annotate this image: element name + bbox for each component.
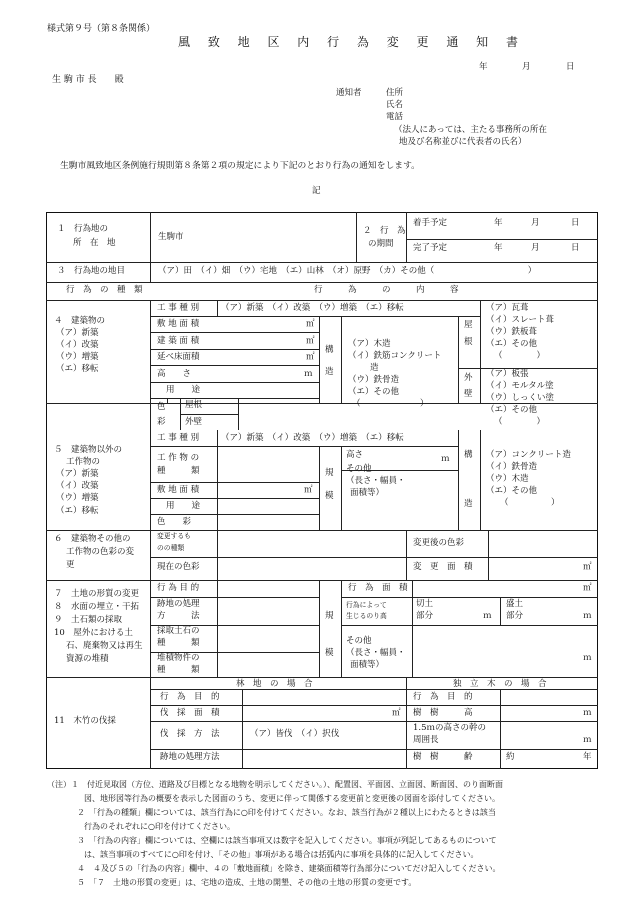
intro-text: 生駒市風致地区条例施行規則第８条第２項の規定により下記のとおり行為の通知をします。 bbox=[60, 161, 420, 171]
color-label-1: 色 bbox=[157, 402, 166, 412]
height-unit: ｍ bbox=[304, 369, 313, 379]
disposal-label-2: 方 法 bbox=[157, 611, 200, 621]
structure5-opt-a[interactable]: （ア）コンクリート造 bbox=[486, 450, 571, 460]
other-label-7-2: （長さ・幅員・ bbox=[346, 648, 406, 658]
land-change-label-8: ８ 水面の埋立・干拓 bbox=[54, 602, 140, 612]
structure-label-5-2: 造 bbox=[464, 499, 473, 509]
structure-kind-label-1: 工 作 物 の bbox=[157, 453, 200, 463]
end-planned-label: 完了予定 bbox=[413, 243, 448, 253]
corp-note-1: （法人にあっては、主たる事務所の所在 bbox=[394, 125, 547, 135]
form-number: 様式第９号（第８条関係） bbox=[47, 24, 156, 34]
land-change-label-9: ９ 土石類の採取 bbox=[54, 615, 123, 625]
note-1: （注）１ 付近見取図（方位、道路及び目標となる地物を明示してください。）、配置図、平面図、立面図、断面図、のり面断面 bbox=[47, 780, 503, 789]
structure-opt-a[interactable]: （ア）木造 bbox=[348, 339, 391, 349]
land-category-options[interactable]: （ア）田 （イ）畑 （ウ）宅地 （エ）山林 （オ）原野 （カ）その他（ ） bbox=[158, 266, 537, 276]
slope-label-2: 生じるのり高 bbox=[346, 612, 387, 620]
soil-kind-label-2: 種 類 bbox=[157, 638, 200, 648]
work-type-options[interactable]: （ア）新築 （イ）改築 （ウ）増築 （エ）移転 bbox=[221, 303, 404, 313]
address-label: 住所 bbox=[386, 88, 404, 98]
structure-label-5-1: 構 bbox=[464, 450, 473, 460]
height-unit-5: ｍ bbox=[441, 454, 450, 464]
structure-opt-c[interactable]: （ウ）鉄骨造 bbox=[348, 375, 400, 385]
building-label: ４ 建築物の bbox=[54, 316, 106, 326]
height-label-5: 高さ bbox=[346, 450, 364, 460]
fill-label-1: 盛土 bbox=[506, 599, 524, 609]
note-2: ２ 「行為の種類」欄については、該当行為に○印を付けてください。なお、該当行為が２種以上にわたるときは該当 bbox=[77, 808, 496, 817]
felling-method-label: 伐 採 方 法 bbox=[160, 729, 220, 739]
content-header: 行 為 の 内 容 bbox=[314, 285, 459, 295]
slope-label-1: 行為によって bbox=[346, 601, 387, 609]
structure5-opt-c[interactable]: （ウ）木造 bbox=[486, 474, 529, 484]
end-day: 日 bbox=[571, 243, 580, 253]
wall-opt-a[interactable]: （ア）板張 bbox=[486, 369, 529, 379]
building-area-unit: ㎡ bbox=[306, 336, 315, 346]
girth-label-1: 1.5ｍの高さの幹の bbox=[413, 723, 487, 733]
act-area-unit: ㎡ bbox=[583, 583, 592, 593]
note-5: ５ 「７ 土地の形質の変更」は、宅地の造成、土地の開墾、その他の土地の形質の変更です。 bbox=[77, 878, 417, 887]
note-3: ３ 「行為の内容」欄については、空欄には該当事項又は数字を記入してください。事項が列記してあるものについて bbox=[77, 836, 497, 845]
color-label-5: 色 彩 bbox=[157, 517, 192, 527]
tree-species-label-2: 樹 bbox=[413, 752, 422, 762]
structure-row-opt-d[interactable]: （エ）移転 bbox=[56, 506, 99, 516]
notifier-label: 通知者 bbox=[336, 88, 362, 98]
end-month: 月 bbox=[531, 243, 540, 253]
note-3-cont: は、該当事項のすべてに○印を付け、「その他」事項がある場合は括弧内に事項を具体的に記入してください。 bbox=[84, 850, 479, 859]
tree-species-label: 樹 bbox=[413, 708, 422, 718]
work-type-label: 工 事 種 別 bbox=[157, 303, 200, 313]
date-month: 月 bbox=[522, 62, 531, 72]
felling-area-label: 伐 採 面 積 bbox=[160, 708, 220, 718]
roof-label-2: 根 bbox=[464, 337, 473, 347]
cut-label-1: 切土 bbox=[416, 599, 434, 609]
color-change-label-3: 更 bbox=[66, 560, 75, 570]
roof-opt-d[interactable]: （エ）その他 bbox=[486, 339, 538, 349]
structure-opt-b[interactable]: （イ）鉄筋コンクリート bbox=[348, 351, 442, 361]
other-label-1: その他 bbox=[346, 464, 372, 474]
fill-unit: ｍ bbox=[583, 611, 592, 621]
tree-felling-label: 11 木竹の伐採 bbox=[54, 716, 116, 726]
start-year: 年 bbox=[494, 218, 503, 228]
wall-color-label: 外壁 bbox=[185, 417, 203, 427]
building-opt-c[interactable]: （ウ）増築 bbox=[56, 352, 99, 362]
site-area-unit: ㎡ bbox=[306, 319, 315, 329]
structure-row-label-2: 工作物の bbox=[66, 457, 101, 467]
change-target-label-2: のの種類 bbox=[157, 544, 185, 552]
other-label-7-1: その他 bbox=[346, 636, 372, 646]
document-title: 風 致 地 区 内 行 為 変 更 通 知 書 bbox=[178, 35, 525, 49]
period-label-1: ２ 行 為 bbox=[363, 226, 406, 236]
cut-label-2: 部分 bbox=[416, 611, 434, 621]
tree-case-header: 独 立 木 の 場 合 bbox=[453, 679, 547, 689]
start-month: 月 bbox=[531, 218, 540, 228]
other-label-2: （長さ・幅員・ bbox=[346, 476, 406, 486]
after-color-label: 変更後の色彩 bbox=[413, 538, 465, 548]
floor-area-unit: ㎡ bbox=[306, 352, 315, 362]
tree-age-unit: 年 bbox=[583, 752, 592, 762]
building-opt-b[interactable]: （イ）改築 bbox=[56, 340, 99, 350]
forest-case-header: 林 地 の 場 合 bbox=[236, 679, 313, 689]
site-area-label: 敷 地 面 積 bbox=[157, 319, 200, 329]
name-label: 氏名 bbox=[386, 100, 404, 110]
disposal-label-1: 跡地の処理 bbox=[157, 599, 200, 609]
land-change-label-10c: 資源の堆積 bbox=[66, 654, 109, 664]
phone-label: 電話 bbox=[386, 112, 404, 122]
location-city[interactable]: 生駒市 bbox=[158, 232, 184, 242]
color-change-label-2: 工作物の色彩の変 bbox=[66, 547, 135, 557]
location-label-2: 所 在 地 bbox=[73, 238, 116, 248]
wall-opt-c[interactable]: （ウ）しっくい塗 bbox=[486, 393, 555, 403]
use-label: 用 途 bbox=[166, 385, 201, 395]
tree-height-label: 樹 高 bbox=[430, 708, 473, 718]
structure-row-label-1: ５ 建築物以外の bbox=[54, 445, 123, 455]
site-area-unit-5: ㎡ bbox=[304, 485, 313, 495]
date-year: 年 bbox=[479, 62, 488, 72]
other-label-3: 面積等） bbox=[350, 488, 385, 498]
felling-method-options[interactable]: （ア）皆伐 （イ）択伐 bbox=[250, 729, 340, 739]
scale-label-1: 規 bbox=[325, 468, 334, 478]
note-4: ４ ４及び５の「行為の内容」欄中、４の「敷地面積」を除き、建築面積等行為部分についてだけ記入してください。 bbox=[77, 864, 501, 873]
land-change-label-10b: 石、廃棄物又は再生 bbox=[66, 641, 143, 651]
color-label-2: 彩 bbox=[157, 417, 166, 427]
structure-label-1: 構 bbox=[325, 345, 334, 355]
land-change-label-10: 10 屋外における土 bbox=[54, 628, 133, 638]
felling-area-unit: ㎡ bbox=[392, 708, 401, 718]
color-change-label-1: ６ 建築物その他の bbox=[54, 534, 131, 544]
wall-opt-d[interactable]: （エ）その他 bbox=[486, 405, 538, 415]
change-area-unit: ㎡ bbox=[583, 562, 592, 572]
wall-label-1: 外 bbox=[464, 373, 473, 383]
tree-age-about: 約 bbox=[506, 752, 515, 762]
forest-purpose-label: 行 為 目 的 bbox=[160, 692, 220, 702]
structure-kind-label-2: 種 類 bbox=[157, 466, 200, 476]
height-label: 高 さ bbox=[157, 369, 192, 379]
note-1-cont: 図、地形図等行為の概要を表示した図面のうち、変更に伴って関係する変更前と変更後の図面を添付してください。 bbox=[84, 794, 500, 803]
tree-height-unit: ｍ bbox=[583, 708, 592, 718]
work-type-options-5[interactable]: （ア）新築 （イ）改築 （ウ）増築 （エ）移転 bbox=[221, 433, 404, 443]
disposal-method-label: 跡地の処理方法 bbox=[160, 752, 220, 762]
date-day: 日 bbox=[566, 62, 575, 72]
building-area-label: 建 築 面 積 bbox=[157, 336, 200, 346]
tree-age-label: 樹 齢 bbox=[430, 752, 473, 762]
structure5-opt-b[interactable]: （イ）鉄骨造 bbox=[486, 462, 538, 472]
pile-kind-label-2: 種 類 bbox=[157, 665, 200, 675]
structure-row-opt-c[interactable]: （ウ）増築 bbox=[56, 493, 99, 503]
floor-area-label: 延べ床面積 bbox=[157, 352, 200, 362]
roof-label-1: 屋 bbox=[464, 320, 473, 330]
pile-kind-label-1: 堆積物件の bbox=[157, 653, 200, 663]
change-area-label: 変 更 面 積 bbox=[413, 562, 473, 572]
roof-opt-paren: （ ） bbox=[494, 351, 546, 361]
wall-opt-b[interactable]: （イ）モルタル塗 bbox=[486, 381, 554, 391]
start-day: 日 bbox=[571, 218, 580, 228]
structure-label-2: 造 bbox=[325, 367, 334, 377]
structure-opt-b-cont: 造 bbox=[370, 363, 379, 373]
note-2-cont: 行為のそれぞれに○印を付けてください。 bbox=[84, 822, 235, 831]
work-type-label-5: 工 事 種 別 bbox=[157, 433, 200, 443]
end-year: 年 bbox=[494, 243, 503, 253]
site-area-label-5: 敷 地 面 積 bbox=[157, 485, 200, 495]
structure-opt-paren: （ ） bbox=[352, 399, 429, 409]
roof-opt-c[interactable]: （ウ）鉄板葺 bbox=[486, 327, 538, 337]
start-planned-label: 着手予定 bbox=[413, 218, 448, 228]
scale-label-7-2: 模 bbox=[325, 648, 334, 658]
location-label-1: １ 行為地の bbox=[57, 224, 109, 234]
roof-opt-a[interactable]: （ア）瓦葺 bbox=[486, 303, 529, 313]
ki-label: 記 bbox=[312, 186, 321, 196]
soil-kind-label-1: 採取土石の bbox=[157, 626, 200, 636]
fill-label-2: 部分 bbox=[506, 611, 524, 621]
structure-opt-d[interactable]: （エ）その他 bbox=[348, 387, 400, 397]
building-opt-a[interactable]: （ア）新築 bbox=[56, 328, 99, 338]
structure-row-opt-b[interactable]: （イ）改築 bbox=[56, 481, 99, 491]
girth-label-2: 周囲長 bbox=[413, 735, 439, 745]
wall-label-2: 壁 bbox=[464, 389, 473, 399]
tree-purpose-label: 行 為 目 的 bbox=[413, 692, 473, 702]
act-area-label: 行 為 面 積 bbox=[348, 583, 408, 593]
current-color-label: 現在の色彩 bbox=[157, 562, 200, 572]
kind-header: 行 為 の 種 類 bbox=[66, 285, 143, 295]
land-category-label: ３ 行為地の地目 bbox=[57, 266, 126, 276]
structure5-opt-paren: （ ） bbox=[500, 498, 560, 508]
period-label-2: の期間 bbox=[368, 239, 394, 249]
corp-note-2: 地及び名称並びに代表者の氏名） bbox=[399, 137, 527, 147]
scale-label-2: 模 bbox=[325, 491, 334, 501]
use-label-5: 用 途 bbox=[166, 501, 201, 511]
scale-label-7-1: 規 bbox=[325, 611, 334, 621]
other-unit-7: ｍ bbox=[583, 653, 592, 663]
structure5-opt-d[interactable]: （エ）その他 bbox=[486, 486, 538, 496]
building-opt-d[interactable]: （エ）移転 bbox=[56, 364, 99, 374]
roof-opt-b[interactable]: （イ）スレート葺 bbox=[486, 315, 555, 325]
other-label-7-3: 面積等） bbox=[350, 660, 385, 670]
purpose-label-7: 行 為 目 的 bbox=[157, 583, 200, 593]
cut-unit: ｍ bbox=[483, 611, 492, 621]
land-change-label-7: ７ 土地の形質の変更 bbox=[54, 589, 140, 599]
girth-unit: ｍ bbox=[583, 735, 592, 745]
change-target-label-1: 変更するも bbox=[157, 532, 191, 540]
addressee: 生 駒 市 長 殿 bbox=[52, 75, 124, 85]
wall-opt-paren: （ ） bbox=[494, 417, 546, 427]
structure-row-opt-a[interactable]: （ア）新築 bbox=[56, 469, 99, 479]
roof-color-label: 屋根 bbox=[185, 400, 203, 410]
